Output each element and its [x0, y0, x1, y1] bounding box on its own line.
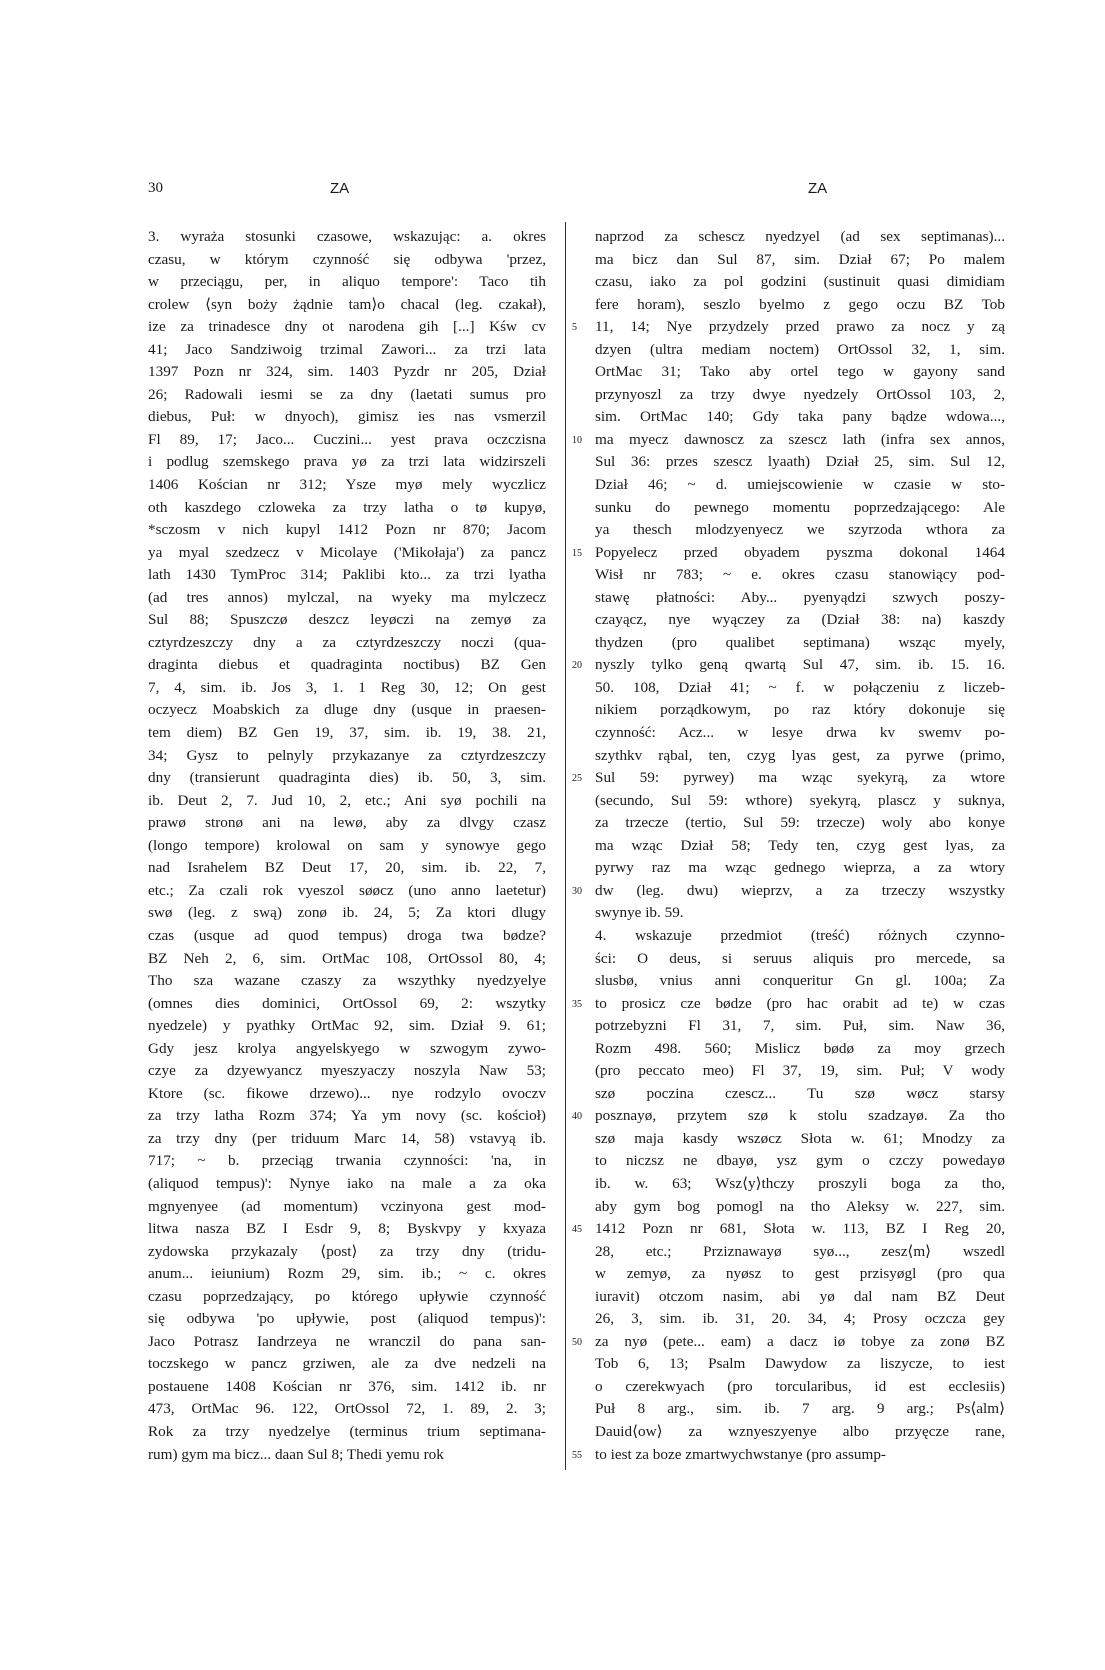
text-line: 26; Radowali iesmi se za dny (laetati sumus pro — [148, 385, 546, 403]
text-line: w przeciągu, per, in aliquo tempore': Taco tih — [148, 273, 546, 291]
text-line: za trzy dny (per triduum Marc 14, 58) vstavyą ib. — [148, 1129, 546, 1147]
text-line: potrzebyzni Fl 31, 7, sim. Puł, sim. Naw 36, — [595, 1017, 1005, 1035]
text-line: ya thesch mlodzyenyecz we szyrzoda wthora za — [595, 521, 1005, 539]
text-line: 34; Gysz to pelnyly przykazanye za cztyrdzeszczy — [148, 746, 546, 764]
text-line: 41; Jaco Sandziwoig trzimal Zawori... za trzi lata — [148, 340, 546, 358]
text-line: za trzy latha Rozm 374; Ya ym novy (sc. kościoł) — [148, 1107, 546, 1125]
text-line: 1397 Pozn nr 324, sim. 1403 Pyzdr nr 205, Dział — [148, 363, 546, 381]
text-line: Jaco Potrasz Iandrzeya ne wranczil do pana san- — [148, 1332, 546, 1350]
text-line: Sul 88; Spuszczø deszcz leyøczi na zemyø za — [148, 611, 546, 629]
text-line: za nyø (pete... eam) a dacz iø tobye za zonø BZ — [595, 1332, 1005, 1350]
text-line: Puł 8 arg., sim. ib. 7 arg. 9 arg.; Ps⟨alm⟩ — [595, 1400, 1005, 1418]
text-line: (aliquod tempus)': Nynye iako na male a za oka — [148, 1174, 546, 1192]
text-line: aby gym bog pomogl na tho Aleksy w. 227, sim. — [595, 1197, 1005, 1215]
text-line: czayącz, nye wyączey za (Dział 38: na) kaszdy — [595, 611, 1005, 629]
text-line: litwa nasza BZ I Esdr 9, 8; Byskvpy y kxyaza — [148, 1220, 546, 1238]
text-line: 50. 108, Dział 41; ~ f. w połączeniu z liczeb- — [595, 678, 1005, 696]
text-line: Popyelecz przed obyadem pyszma dokonal 1464 — [595, 543, 1005, 561]
text-line: ib. Deut 2, 7. Jud 10, 2, etc.; Ani syø pochili na — [148, 791, 546, 809]
text-line: Wisł nr 783; ~ e. okres czasu stanowiący pod- — [595, 566, 1005, 584]
text-line: dny (transierunt quadraginta dies) ib. 50, 3, sim. — [148, 769, 546, 787]
text-line: nyszly tylko geną qwartą Sul 47, sim. ib. 15. 16. — [595, 656, 1005, 674]
line-number: 10 — [572, 434, 582, 446]
text-line: czasu, iako za pol godzini (sustinuit quasi dimidiam — [595, 273, 1005, 291]
text-line: 717; ~ b. przeciąg trwania czynności: 'na, in — [148, 1152, 546, 1170]
text-line: sim. OrtMac 140; Gdy taka pany bądze wdowa..., — [595, 408, 1005, 426]
text-line: ści: O deus, si seruus aliquis pro mercede, sa — [595, 949, 1005, 967]
text-line: lath 1430 TymProc 314; Paklibi kto... za trzi lyatha — [148, 566, 546, 584]
text-line: sunku do pewnego momentu poprzedzającego: Ale — [595, 498, 1005, 516]
line-number: 40 — [572, 1111, 582, 1123]
text-line: swø (leg. z swą) zonø ib. 24, 5; Za ktori dlugy — [148, 904, 546, 922]
text-line: czas (usque ad quod tempus) droga twa bødze? — [148, 926, 546, 944]
text-line: (omnes dies dominici, OrtOssol 69, 2: wszytky — [148, 994, 546, 1012]
text-line: tem diem) BZ Gen 19, 37, sim. ib. 19, 38. 21, — [148, 724, 546, 742]
running-head-right: ZA — [808, 180, 828, 197]
text-line: nyedzele) y pyathky OrtMac 92, sim. Dział 9. 61; — [148, 1017, 546, 1035]
line-number: 5 — [572, 322, 577, 334]
text-line: 3. wyraża stosunki czasowe, wskazując: a. okres — [148, 228, 546, 245]
text-line: (secundo, Sul 59: wthore) syekyrą, plascz y suknya, — [595, 791, 1005, 809]
text-line: OrtMac 31; Tako aby ortel tego w gayony sand — [595, 363, 1005, 381]
line-number: 20 — [572, 660, 582, 672]
text-line: cztyrdzeszczy dny a za cztyrdzeszczy noczi (qua- — [148, 633, 546, 651]
text-line: Gdy jesz krolya angyelskyego w szwogym zywo- — [148, 1039, 546, 1057]
text-line: to niczsz ne dbayø, ysz gym o czczy powedayø — [595, 1152, 1005, 1170]
line-number: 50 — [572, 1336, 582, 1348]
text-line: anum... ieiunium) Rozm 29, sim. ib.; ~ c. okres — [148, 1265, 546, 1283]
text-line: 26, 3, sim. ib. 31, 20. 34, 4; Prosy oczcza gey — [595, 1310, 1005, 1328]
text-line: (pro peccato meo) Fl 37, 19, sim. Puł; V wody — [595, 1062, 1005, 1080]
text-line: Dział 46; ~ d. umiejscowienie w czasie w sto- — [595, 476, 1005, 494]
text-line: ize za trinadesce dny ot narodena gih [...] Kśw cv — [148, 318, 546, 336]
text-line: czye za dzyewyancz myeszyaczy noszyla Naw 53; — [148, 1062, 546, 1080]
text-line: iuravit) otczom nasim, abi yø dal nam BZ Deut — [595, 1287, 1005, 1305]
text-line: 4. wskazuje przedmiot (treść) różnych czynno- — [595, 926, 1005, 944]
text-line: prawø stronø ani na lewø, aby za dlvgy czasz — [148, 814, 546, 832]
text-line: ma wząc Dział 58; Tedy ten, czyg gest lyas, za — [595, 836, 1005, 854]
text-line: Sul 59: pyrwey) ma wząc syekyrą, za wtore — [595, 769, 1005, 787]
text-line: nikiem porządkowym, po raz który dokonuje się — [595, 701, 1005, 719]
text-line: dzyen (ultra mediam noctem) OrtOssol 32, 1, sim. — [595, 340, 1005, 358]
text-line: za trzecze (tertio, Sul 59: trzecze) woly abo konye — [595, 814, 1005, 832]
text-line: w zemyø, za nyøsz to gest przisyøgl (pro qua — [595, 1265, 1005, 1283]
text-line: toczskego w pancz grziwen, ale za dve nedzeli na — [148, 1355, 546, 1373]
text-line: rum) gym ma bicz... daan Sul 8; Thedi yemu rok — [148, 1445, 444, 1463]
text-line: Sul 36: przes szescz lyaath) Dział 25, sim. Sul 12, — [595, 453, 1005, 471]
text-line: slusbø, vnius anni conqueritur Gn gl. 100a; Za — [595, 972, 1005, 990]
text-line: się odbywa 'po upływie, post (aliquod tempus)': — [148, 1310, 546, 1328]
column-divider — [565, 222, 566, 1470]
text-line: ya myal szedzecz v Micolaye ('Mikołaja') za pancz — [148, 543, 546, 561]
right-column — [595, 226, 1005, 1466]
text-line: czasu, w którym czynność się odbywa 'przez, — [148, 250, 546, 268]
text-line: 473, OrtMac 96. 122, OrtOssol 72, 1. 89, 2. 3; — [148, 1400, 546, 1418]
text-line: to iest za boze zmartwychwstanye (pro assump- — [595, 1445, 886, 1463]
left-column — [148, 226, 546, 1466]
text-line: szø poczina czescz... Tu szø wøcz starsy — [595, 1084, 1005, 1102]
text-line: czynność: Acz... w lesye drwa kv swemv po- — [595, 724, 1005, 742]
text-line: *sczosm v nich kupyl 1412 Pozn nr 870; Jacom — [148, 521, 546, 539]
text-line: mgnyenyee (ad momentum) vczinyona gest mod- — [148, 1197, 546, 1215]
text-line: BZ Neh 2, 6, sim. OrtMac 108, OrtOssol 80, 4; — [148, 949, 546, 967]
text-line: diebus, Puł: w dnyoch), gimisz ies nas vsmerzil — [148, 408, 546, 426]
text-line: postauene 1408 Kościan nr 376, sim. 1412 ib. nr — [148, 1377, 546, 1395]
line-number: 25 — [572, 773, 582, 785]
line-number: 15 — [572, 547, 582, 559]
text-line: 1412 Pozn nr 681, Słota w. 113, BZ I Reg 20, — [595, 1220, 1005, 1238]
text-line: 28, etc.; Prziznawayø syø..., zesz⟨m⟩ wszedl — [595, 1242, 1005, 1260]
text-line: stawę płatności: Aby... pyenyądzi szwych poszy- — [595, 588, 1005, 606]
line-number: 45 — [572, 1224, 582, 1236]
text-line: to prosicz cze bødze (pro hac orabit ad te) w czas — [595, 994, 1005, 1012]
text-line: Rozm 498. 560; Mislicz bødø za moy grzech — [595, 1039, 1005, 1057]
text-line: thydzen (pro qualibet septimana) wsząc myely, — [595, 633, 1005, 651]
line-number: 35 — [572, 998, 582, 1010]
text-line: Rok za trzy nyedzelye (terminus trium septimana- — [148, 1422, 546, 1440]
text-line: czasu poprzedzający, po którego upływie czynność — [148, 1287, 546, 1305]
text-line: Fl 89, 17; Jaco... Cuczini... yest prava oczczisna — [148, 430, 546, 448]
text-line: swynye ib. 59. — [595, 904, 684, 922]
text-line: Ktore (sc. fikowe drzewo)... nye rodzylo ovoczv — [148, 1084, 546, 1102]
text-line: crolew ⟨syn boży żądnie tam⟩o chacal (leg. czakał), — [148, 295, 546, 313]
text-line: 11, 14; Nye przydzely przed prawo za nocz y zą — [595, 318, 1005, 336]
text-line: Tho sza wazane czaszy za wszythky nyedzyelye — [148, 972, 546, 990]
text-line: draginta diebus et quadraginta noctibus) BZ Gen — [148, 656, 546, 674]
text-line: i podlug szemskego prava yø za trzi lata widzirszeli — [148, 453, 546, 471]
text-line: nad Israhelem BZ Deut 17, 20, sim. ib. 22, 7, — [148, 859, 546, 877]
text-line: ma bicz dan Sul 87, sim. Dział 67; Po malem — [595, 250, 1005, 268]
text-line: 7, 4, sim. ib. Jos 3, 1. 1 Reg 30, 12; On gest — [148, 678, 546, 696]
line-number: 55 — [572, 1449, 582, 1461]
text-line: szø maja kasdy wszøcz Słota w. 61; Mnodzy za — [595, 1129, 1005, 1147]
text-line: szythkv rąbal, ten, czyg lyas gest, za pyrwe (primo, — [595, 746, 1005, 764]
text-line: dw (leg. dwu) wieprzv, a za trzeczy wszystky — [595, 881, 1005, 899]
page-number: 30 — [148, 180, 163, 196]
text-line: ma myecz dawnoscz za szescz lath (infra sex annos, — [595, 430, 1005, 448]
text-line: przynyoszl za trzy dwye nyedzely OrtOssol 103, 2, — [595, 385, 1005, 403]
text-line: pyrwy raz ma wząc gednego wieprza, a za wtory — [595, 859, 1005, 877]
text-line: etc.; Za czali rok vyeszol søøcz (uno anno laetetur) — [148, 881, 546, 899]
text-line: oth kaszdego czloweka za trzy latha o tø kupyø, — [148, 498, 546, 516]
line-number: 30 — [572, 885, 582, 897]
text-line: posznayø, przytem szø k stolu szadzayø. Za tho — [595, 1107, 1005, 1125]
text-line: o czerekwyach (pro torcularibus, id est ecclesiis) — [595, 1377, 1005, 1395]
text-line: oczyecz Moabskich za dluge dny (usque in praesen- — [148, 701, 546, 719]
text-line: (ad tres annos) mylczal, na wyeky ma mylczecz — [148, 588, 546, 606]
text-line: (longo tempore) krolowal on sam y synowye gego — [148, 836, 546, 854]
text-line: fere horam), seszlo byelmo z gego oczu BZ Tob — [595, 295, 1005, 313]
text-line: zydowska przykazaly ⟨post⟩ za trzy dny (tridu- — [148, 1242, 546, 1260]
text-line: 1406 Kościan nr 312; Ysze myø mely wyczlicz — [148, 476, 546, 494]
running-head-left: ZA — [330, 180, 350, 197]
text-line: ib. w. 63; Wsz⟨y⟩thczy proszyli boga za tho, — [595, 1174, 1005, 1192]
text-line: Tob 6, 13; Psalm Dawydow za liszycze, to iest — [595, 1355, 1005, 1373]
text-line: Dauid⟨ow⟩ za wznyeszyenye albo przyęcze rane, — [595, 1422, 1005, 1440]
text-line: naprzod za schescz nyedzyel (ad sex septimanas)... — [595, 228, 1005, 245]
